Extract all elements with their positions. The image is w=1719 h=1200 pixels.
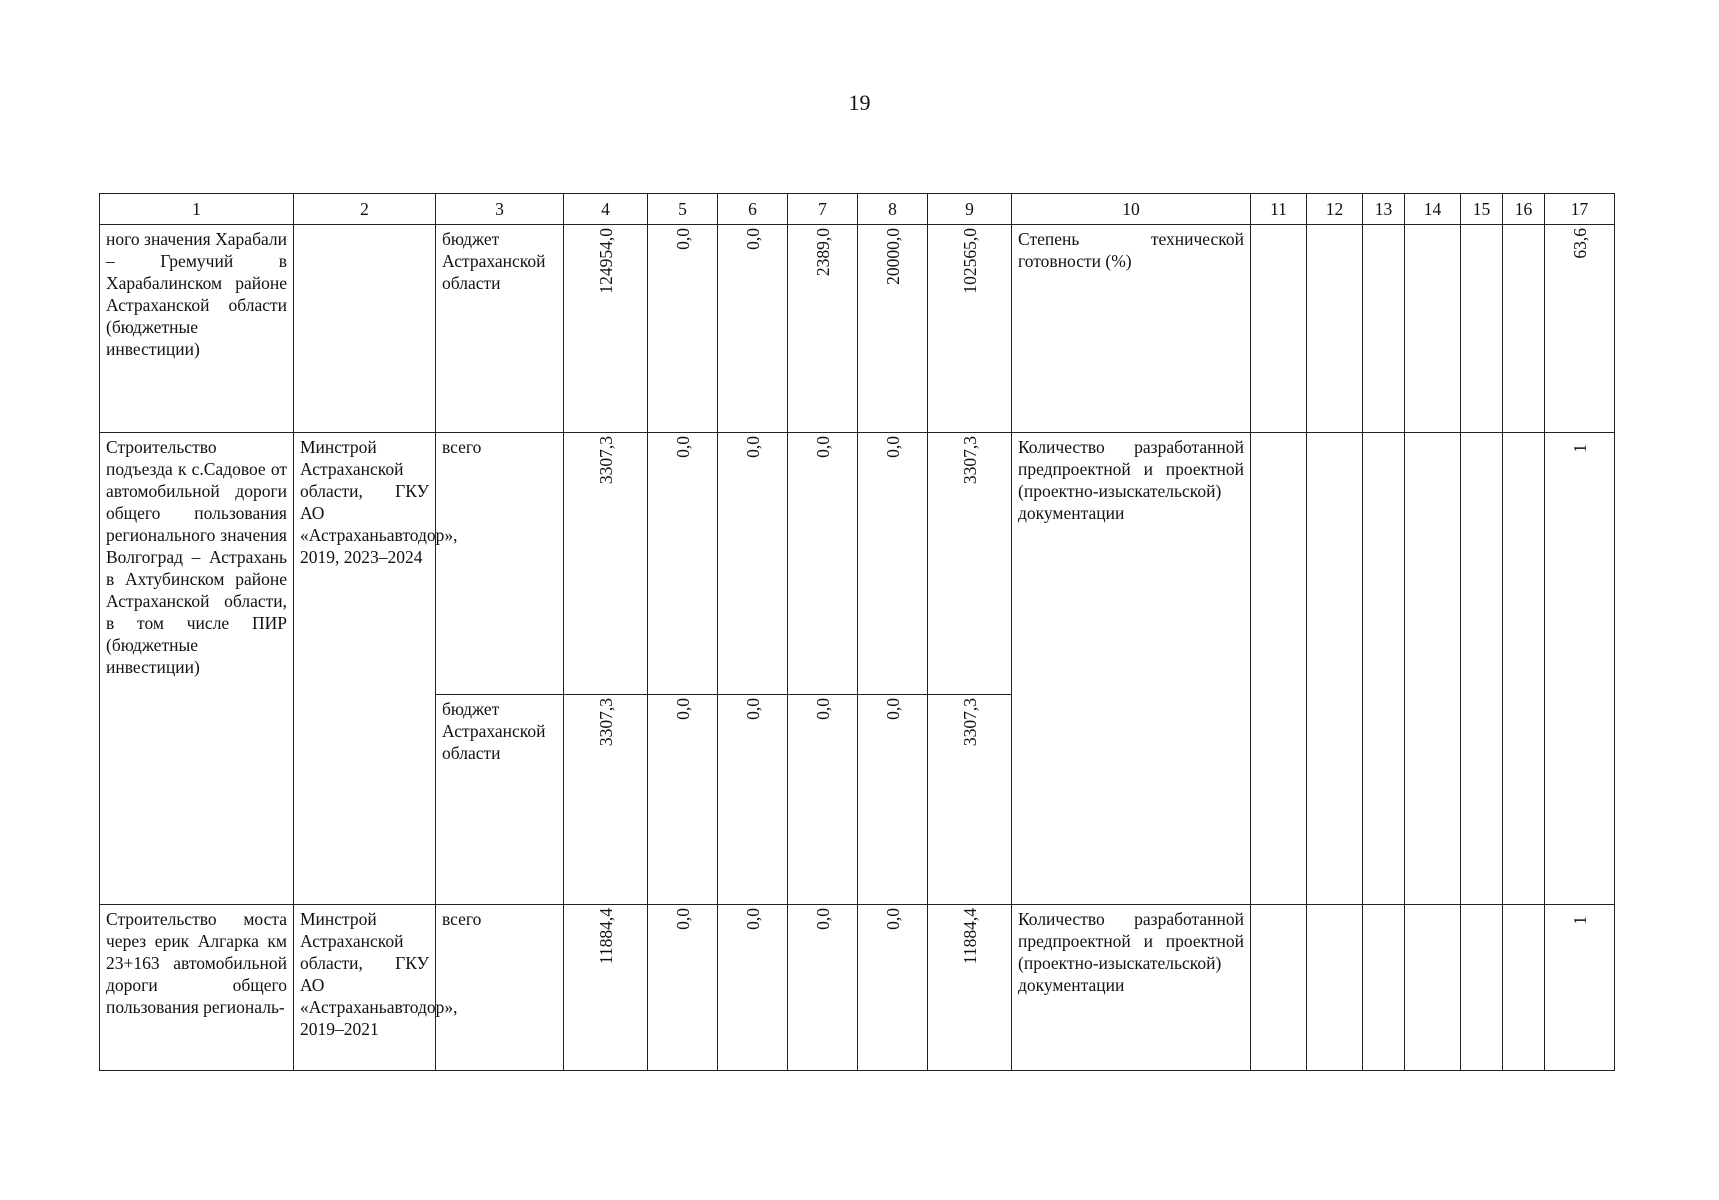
value-total: 11884,4 [595,908,616,965]
value-col-7: 0,0 [812,698,833,720]
header-cell-2: 2 [294,194,436,225]
header-cell-3: 3 [436,194,564,225]
value-col-5: 0,0 [672,228,693,250]
empty-cell [1251,433,1307,905]
funding-source-cell: бюджет Астраханской области [436,225,564,433]
executor-cell [294,225,436,433]
indicator-cell: Количество разработанной предпроектной и проектной (проектно-изыскательской) документации [1012,905,1251,1071]
empty-cell [1461,225,1503,433]
indicator-value: 63,6 [1569,228,1590,259]
value-col-5: 0,0 [672,698,693,720]
empty-cell [1363,225,1405,433]
header-cell-5: 5 [648,194,718,225]
value-col-9: 102565,0 [959,228,980,294]
program-table [99,193,1615,1071]
page-number: 19 [848,90,871,115]
header-cell-1: 1 [100,194,294,225]
indicator-cell: Количество разработанной предпроектной и проектной (проектно-изыскательской) документации [1012,433,1251,905]
header-row [100,194,1615,225]
value-col-5: 0,0 [672,908,693,930]
empty-cell [1251,905,1307,1071]
header-cell-7: 7 [788,194,858,225]
empty-cell [1503,433,1545,905]
value-col-7: 0,0 [812,436,833,458]
object-name-cell: ного значения Харабали – Гремучий в Харабалинском районе Астраханской области (бюджетные инвестиции) [100,225,294,433]
table-row [100,225,1615,433]
table-row [100,905,1615,1071]
empty-cell [1503,225,1545,433]
header-cell-16: 16 [1503,194,1545,225]
empty-cell [1405,225,1461,433]
funding-source-cell: бюджет Астраханской области [436,695,564,905]
empty-cell [1461,905,1503,1071]
value-total: 124954,0 [595,228,616,294]
header-cell-17: 17 [1545,194,1615,225]
header-cell-13: 13 [1363,194,1405,225]
value-total: 3307,3 [595,436,616,485]
value-col-6: 0,0 [742,698,763,720]
header-cell-11: 11 [1251,194,1307,225]
funding-source-cell: всего [436,433,564,695]
executor-cell: Минстрой Астраханской области, ГКУ АО «Астраханьавтодор», 2019–2021 [294,905,436,1071]
table-row [100,433,1615,695]
header-cell-12: 12 [1307,194,1363,225]
empty-cell [1405,433,1461,905]
value-col-8: 20000,0 [882,228,903,285]
empty-cell [1251,225,1307,433]
header-cell-4: 4 [564,194,648,225]
object-name-cell: Строительство моста через ерик Алгарка км 23+163 автомобильной дороги общего пользования региональ- [100,905,294,1071]
empty-cell [1363,433,1405,905]
executor-cell: Минстрой Астраханской области, ГКУ АО «Астраханьавтодор», 2019, 2023–2024 [294,433,436,905]
header-cell-10: 10 [1012,194,1251,225]
empty-cell [1405,905,1461,1071]
header-cell-15: 15 [1461,194,1503,225]
value-col-9: 3307,3 [959,436,980,485]
header-cell-14: 14 [1405,194,1461,225]
indicator-cell: Степень технической готовности (%) [1012,225,1251,433]
value-col-9: 11884,4 [959,908,980,965]
value-col-6: 0,0 [742,908,763,930]
value-col-9: 3307,3 [959,698,980,747]
empty-cell [1307,225,1363,433]
indicator-value: 1 [1569,916,1590,925]
value-col-7: 0,0 [812,908,833,930]
value-col-8: 0,0 [882,698,903,720]
header-cell-8: 8 [858,194,928,225]
value-col-6: 0,0 [742,228,763,250]
empty-cell [1461,433,1503,905]
funding-source-cell: всего [436,905,564,1071]
indicator-value: 1 [1569,444,1590,453]
value-col-6: 0,0 [742,436,763,458]
empty-cell [1307,433,1363,905]
object-name-cell: Строительство подъезда к с.Садовое от автомобильной дороги общего пользования регионального значения Волгоград – Астрахань в Ахтубинском районе Астраханской области, в том числе ПИР (бюджетные инвестиции) [100,433,294,905]
value-total: 3307,3 [595,698,616,747]
empty-cell [1503,905,1545,1071]
header-cell-6: 6 [718,194,788,225]
value-col-8: 0,0 [882,436,903,458]
value-col-8: 0,0 [882,908,903,930]
empty-cell [1363,905,1405,1071]
value-col-7: 2389,0 [812,228,833,277]
header-cell-9: 9 [928,194,1012,225]
value-col-5: 0,0 [672,436,693,458]
empty-cell [1307,905,1363,1071]
